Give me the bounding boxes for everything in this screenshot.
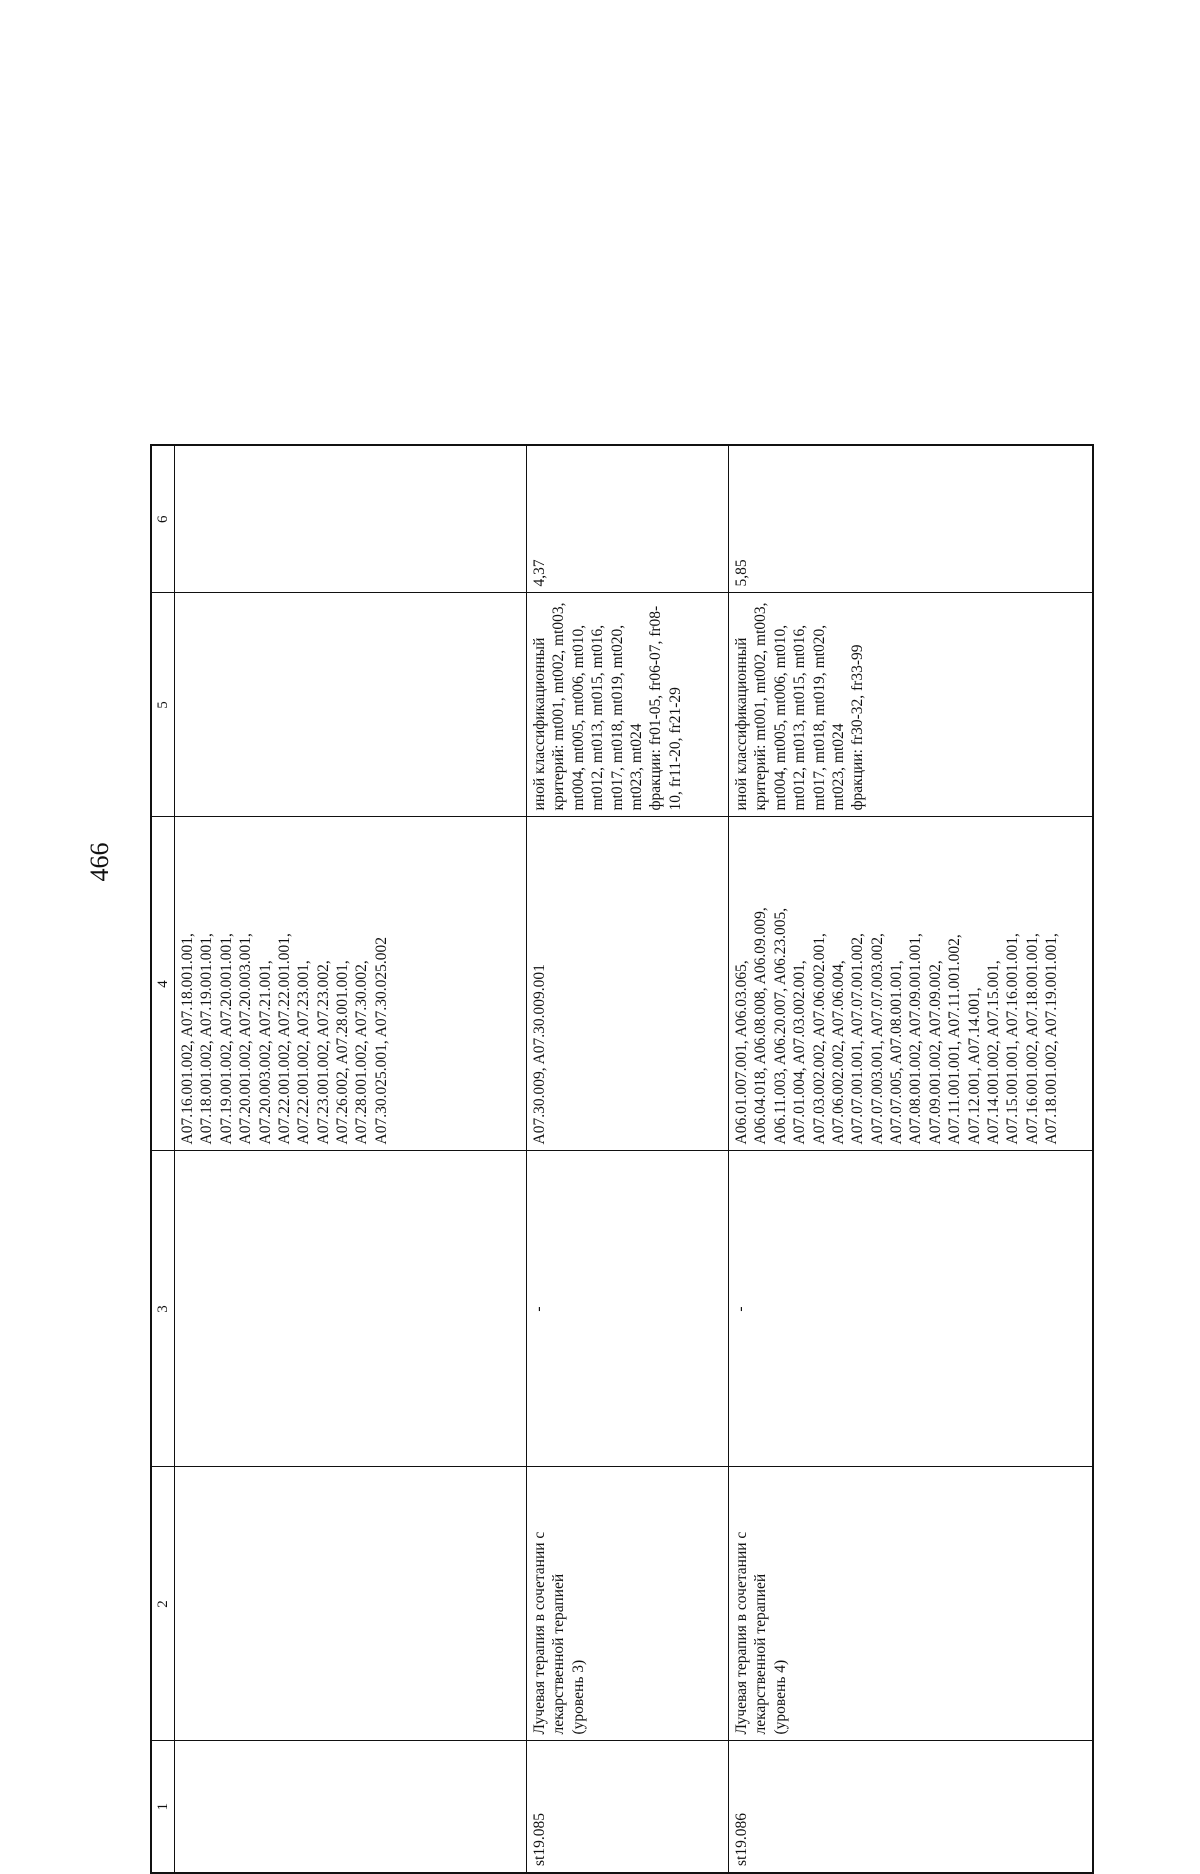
coefficient-cell [175,445,527,593]
criteria-cell [527,593,729,817]
services-line: A07.19.001.002, A07.20.001.001, [217,933,235,1145]
services-line: A07.18.001.002, A07.19.001.001, [1043,933,1060,1145]
header-cell-6: 6 [151,445,175,593]
services-line: A07.18.001.002, A07.19.001.001, [198,933,216,1145]
services-line: A07.28.001.002, A07.30.002, [353,960,371,1145]
services-line: A06.11.003, A06.20.007, A06.23.005, [771,907,789,1145]
criteria-line: иной классификационный [531,637,548,811]
criteria-line: критерий: mt001, mt002, mt003, [550,602,568,811]
header-cell-2: 2 [151,1467,175,1741]
criteria-line: критерий: mt001, mt002, mt003, [752,602,770,811]
criteria-line: иной классификационный [733,637,750,811]
services-line: A07.20.001.002, A07.20.003.001, [237,933,255,1145]
criteria-line: mt004, mt005, mt006, mt010, [569,624,587,811]
criteria-line: mt023, mt024 [829,723,847,811]
criteria-line: фракции: fr01-05, fr06-07, fr08- [647,605,665,811]
services-line: A07.23.001.002, A07.23.002, [314,960,332,1145]
services-cell [729,817,1093,1151]
criteria-line: mt012, mt013, mt015, mt016, [589,624,607,811]
services-line: A07.03.002.002, A07.06.002.001, [810,933,828,1145]
name-cell [527,1467,729,1741]
header-row [151,445,175,1873]
services-line: A07.20.003.002, A07.21.001, [256,960,274,1145]
services-line: A07.12.001, A07.14.001, [965,987,983,1145]
services-line: A07.30.025.001, A07.30.025.002 [372,936,390,1145]
services-cell [527,817,729,1151]
services-line: A07.08.001.002, A07.09.001.001, [907,933,925,1145]
table-row [175,445,527,1873]
services-line: A07.09.001.002, A07.09.002, [926,960,944,1145]
criteria-line: mt004, mt005, mt006, mt010, [771,624,789,811]
header-cell-4: 4 [151,817,175,1151]
table-row [527,445,729,1873]
name-cell [175,1467,527,1741]
col3-cell: - [527,1151,729,1467]
services-line: A07.16.001.002, A07.18.001.001, [1023,933,1041,1145]
criteria-line: mt017, mt018, mt019, mt020, [608,624,626,811]
services-line: A07.07.001.001, A07.07.001.002, [849,933,867,1145]
name-line: лекарственной терапией [550,1573,568,1735]
services-line: A07.01.004, A07.03.002.001, [791,960,809,1145]
criteria-cell [729,593,1093,817]
criteria-cell [175,593,527,817]
name-line: Лучевая терапия в сочетании с [531,1531,548,1735]
name-cell [729,1467,1093,1741]
criteria-line: фракции: fr30-32, fr33-99 [849,644,867,811]
criteria-line: mt012, mt013, mt015, mt016, [791,624,809,811]
col3-cell [175,1151,527,1467]
header-cell-5: 5 [151,593,175,817]
rotated-table-wrapper [150,446,1090,1874]
name-line: Лучевая терапия в сочетании с [733,1531,750,1735]
tariff-table [150,444,1094,1874]
services-line: A07.22.001.002, A07.22.001.001, [275,933,293,1145]
services-line: A07.26.002, A07.28.001.001, [334,960,351,1145]
col3-cell: - [729,1151,1093,1467]
services-line: A06.01.007.001, A06.03.065, [733,960,750,1145]
services-line: A07.11.001.001, A07.11.001.002, [946,934,964,1145]
code-cell: st19.085 [527,1741,729,1873]
criteria-line: mt023, mt024 [627,723,645,811]
services-line: A07.07.003.001, A07.07.003.002, [868,933,886,1145]
services-line: A06.04.018, A06.08.008, A06.09.009, [752,907,770,1145]
services-line: A07.16.001.002, A07.18.001.001, [179,933,196,1145]
code-cell: st19.086 [729,1741,1093,1873]
code-cell [175,1741,527,1873]
coefficient-cell: 4,37 [527,445,729,593]
page-number: 466 [85,842,114,882]
name-line: лекарственной терапией [752,1573,770,1735]
header-cell-1: 1 [151,1741,175,1873]
name-line: (уровень 3) [569,1659,587,1735]
services-cell [175,817,527,1151]
services-line: A07.14.001.002, A07.15.001, [984,960,1002,1145]
services-line: A07.22.001.002, A07.23.001, [295,960,313,1145]
services-line: A07.15.001.001, A07.16.001.001, [1004,933,1022,1145]
services-line: A07.06.002.002, A07.06.004, [829,960,847,1145]
services-line: A07.07.005, A07.08.001.001, [888,960,905,1145]
name-line: (уровень 4) [771,1659,789,1735]
table-row [729,445,1093,1873]
criteria-line: mt017, mt018, mt019, mt020, [810,624,828,811]
coefficient-cell: 5,85 [729,445,1093,593]
criteria-line: 10, fr11-20, fr21-29 [666,687,684,811]
header-cell-3: 3 [151,1151,175,1467]
services-line: A07.30.009, A07.30.009.001 [531,964,548,1145]
